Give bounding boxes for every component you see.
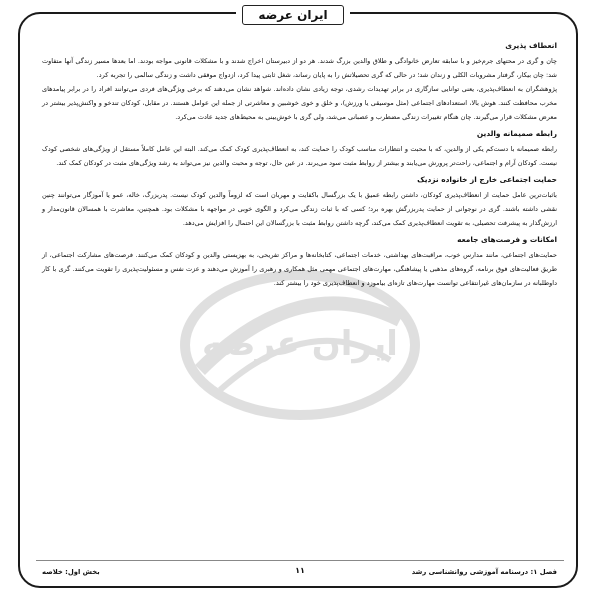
paragraph-resilience-2: پژوهشگران به انعطاف‌پذیری، یعنی توانایی سازگاری در برابر تهدیدات رشدی، توجه زیادی نشان داده‌اند. شواهد نشان می‌دهند که برخی ویژگی‌های فردی می‌توانند افراد را در برابر پیامدهای مخرب محافظت کنند. هوش بالا، استعدادهای اجتماعی (مثل موسیقی یا ورزش)، و خلق و خوی خوشبین و معاشرتی از جمله این عوامل هستند. در مقابل، کودکان تندخو و واکنش‌پذیر بیشتر در معرض مشکلات قرار می‌گیرند. چان هنگام تغییرات زندگی مضطرب و عصبانی می‌شد، ولی گری با خوش‌بینی به محیط‌های جدید عادت می‌کرد. bbox=[42, 85, 557, 121]
page-footer bbox=[42, 568, 557, 582]
section-heading-social-support: حمایت اجتماعی خارج از خانواده نزدیک bbox=[417, 175, 557, 184]
paragraph-social-support: باثبات‌ترین عامل حمایت از انعطاف‌پذیری کودکان، داشتن رابطه عمیق با یک بزرگسال باکفایت و مهربان است که لزوماً والدین کودک نیست. پدربزرگ، خاله، عمو یا آموزگار می‌توانند چنین نقشی داشته باشند. گری در نوجوانی از حمایت پدربزرگش بهره برد؛ کسی که با ثبات زندگی می‌کرد و الگوی خوبی در مواجهه با مشکلات بود. همچنین، معاشرت با همسالان قانون‌مدار و ارزش‌گذار به پیشرفت تحصیلی، به تقویت انعطاف‌پذیری کمک می‌کند، گرچه داشتن روابط مثبت با بزرگسالان این احتمال را افزایش می‌دهد. bbox=[42, 191, 557, 227]
page-number: ۱۱ bbox=[295, 566, 305, 575]
section-heading-parent-bond: رابطه صمیمانه والدین bbox=[476, 129, 557, 138]
watermark-text: ایران عرضه bbox=[202, 324, 398, 364]
footer-divider bbox=[36, 560, 564, 561]
footer-chapter-title: فصل ۱: درسنامه آموزشی روانشناسی رشد bbox=[411, 568, 557, 576]
paragraph-community: حمایت‌های اجتماعی، مانند مدارس خوب، مراقبت‌های بهداشتی، خدمات اجتماعی، کتابخانه‌ها و مراکز تفریحی، به بهزیستی والدین و کودکان کمک می‌کنند. فرصت‌های مشارکت اجتماعی، از طریق فعالیت‌های فوق برنامه، گروه‌های مذهبی یا پیشاهنگی، مهارت‌های اجتماعی مهمی مثل همکاری و رهبری را آموزش می‌دهند و عزت نفس و مسئولیت‌پذیری را تقویت می‌کنند. گری با کار داوطلبانه در سازمان‌های غیرانتفاعی توانست مهارت‌های تازه‌ای بیاموزد و انعطاف‌پذیری خود را بیشتر کند. bbox=[42, 251, 557, 287]
paragraph-parent-bond: رابطه صمیمانه با دست‌کم یکی از والدین، که با محبت و انتظارات مناسب کودک را حمایت کند، به انعطاف‌پذیری کودک کمک می‌کند. البته این عامل کاملاً مستقل از ویژگی‌های شخصی کودک نیست. کودکان آرام و اجتماعی، راحت‌تر پرورش می‌یابند و بیشتر از روابط مثبت سود می‌برند. در عین حال، توجه و محبت والدین نیز می‌تواند به رشد ویژگی‌های مثبت در کودکان کمک کند. bbox=[42, 145, 557, 167]
section-heading-resilience: انعطاف پذیری bbox=[505, 41, 557, 50]
section-heading-community: امکانات و فرصت‌های جامعه bbox=[457, 235, 557, 244]
main-content bbox=[42, 36, 557, 290]
header-logo bbox=[236, 1, 350, 29]
paragraph-resilience-1: چان و گری در محتهای جرم‌خیز و با سابقه تعارض خانوادگی و طلاق والدین بزرگ شدند. هر دو از دبیرستان اخراج شدند و با مشکلات قانونی مواجه بودند. اما بعدها مسیر زندگی آنها متفاوت شد: چان بیکار، گرفتار مشروبات الکلی و زندان شد؛ در حالی که گری تحصیلاتش را به پایان رساند، شغل ثابتی پیدا کرد، ازدواج موفقی داشت و زندگی سالمی را تجربه کرد. bbox=[42, 57, 557, 79]
footer-section-title: بخش اول: خلاصه bbox=[42, 568, 100, 576]
logo-text: ایران عرضه bbox=[242, 5, 344, 25]
